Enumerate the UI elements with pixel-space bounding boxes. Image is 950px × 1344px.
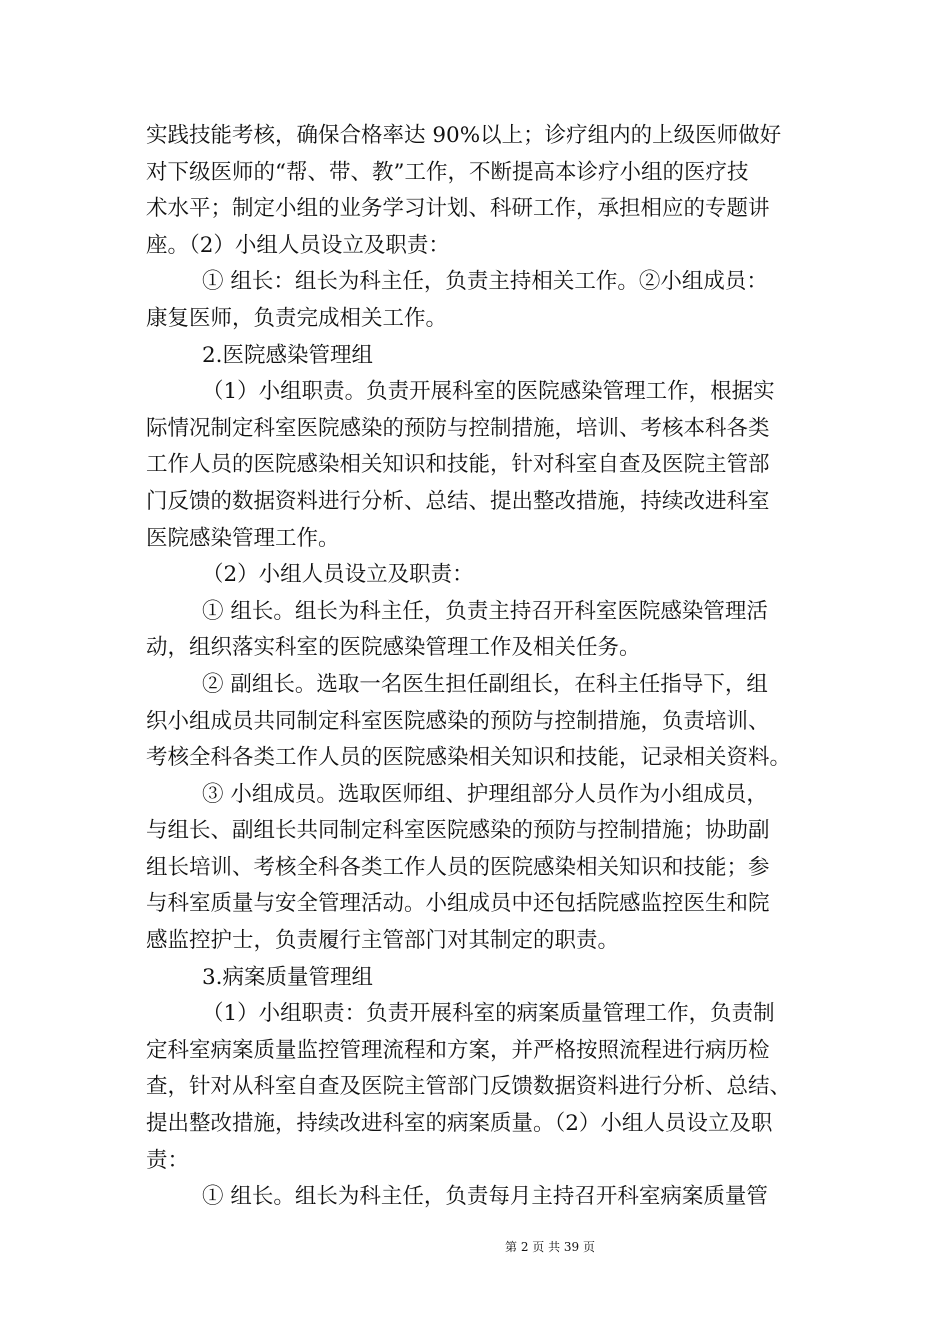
- text-line: （1）小组职责。负责开展科室的医院感染管理工作，根据实: [202, 379, 775, 405]
- text-line: 与科室质量与安全管理活动。小组成员中还包括院感监控医生和院: [146, 891, 770, 917]
- text-line: ① 组长：组长为科主任，负责主持相关工作。②小组成员：: [202, 269, 768, 295]
- text-line: 织小组成员共同制定科室医院感染的预防与控制措施，负责培训、: [146, 708, 770, 734]
- text-line: （1）小组职责：负责开展科室的病案质量管理工作，负责制: [202, 1001, 775, 1027]
- text-line: 工作人员的医院感染相关知识和技能，针对科室自查及医院主管部: [146, 452, 770, 478]
- text-line: （2）小组人员设立及职责：: [202, 562, 474, 588]
- page-number-footer: 第 2 页 共 39 页: [505, 1240, 595, 1254]
- text-line: 考核全科各类工作人员的医院感染相关知识和技能，记录相关资料。: [146, 745, 792, 771]
- text-line: ① 组长。组长为科主任，负责主持召开科室医院感染管理活: [202, 598, 768, 624]
- text-line: ① 组长。组长为科主任，负责每月主持召开科室病案质量管: [202, 1184, 768, 1210]
- text-line: 与组长、副组长共同制定科室医院感染的预防与控制措施；协助副: [146, 818, 770, 844]
- text-line: 责：: [146, 1147, 190, 1173]
- document-body: [146, 118, 826, 1216]
- text-line: 提出整改措施，持续改进科室的病案质量。（2）小组人员设立及职: [146, 1111, 773, 1137]
- section-heading: 2.医院感染管理组: [202, 342, 374, 368]
- text-line: 门反馈的数据资料进行分析、总结、提出整改措施，持续改进科室: [146, 488, 770, 514]
- text-line: 查，针对从科室自查及医院主管部门反馈数据资料进行分析、总结、: [146, 1074, 792, 1100]
- text-line: ② 副组长。选取一名医生担任副组长，在科主任指导下，组: [202, 671, 768, 697]
- text-line: 实践技能考核，确保合格率达 90%以上；诊疗组内的上级医师做好: [146, 123, 782, 148]
- text-line: 组长培训、考核全科各类工作人员的医院感染相关知识和技能；参: [146, 854, 770, 880]
- text-line: 际情况制定科室医院感染的预防与控制措施，培训、考核本科各类: [146, 415, 770, 441]
- text-line: 对下级医师的“帮、带、教”工作，不断提高本诊疗小组的医疗技: [146, 159, 749, 185]
- text-line: 定科室病案质量监控管理流程和方案，并严格按照流程进行病历检: [146, 1037, 770, 1063]
- text-line: 座。（2）小组人员设立及职责：: [146, 232, 450, 258]
- text-line: ③ 小组成员。选取医师组、护理组部分人员作为小组成员，: [202, 781, 768, 807]
- text-line: 康复医师，负责完成相关工作。: [146, 305, 448, 331]
- text-line: 术水平；制定小组的业务学习计划、科研工作，承担相应的专题讲: [146, 196, 770, 222]
- text-line: 感监控护士，负责履行主管部门对其制定的职责。: [146, 928, 620, 954]
- text-line: 医院感染管理工作。: [146, 525, 340, 551]
- section-heading: 3.病案质量管理组: [202, 964, 374, 990]
- text-line: 动，组织落实科室的医院感染管理工作及相关任务。: [146, 635, 641, 661]
